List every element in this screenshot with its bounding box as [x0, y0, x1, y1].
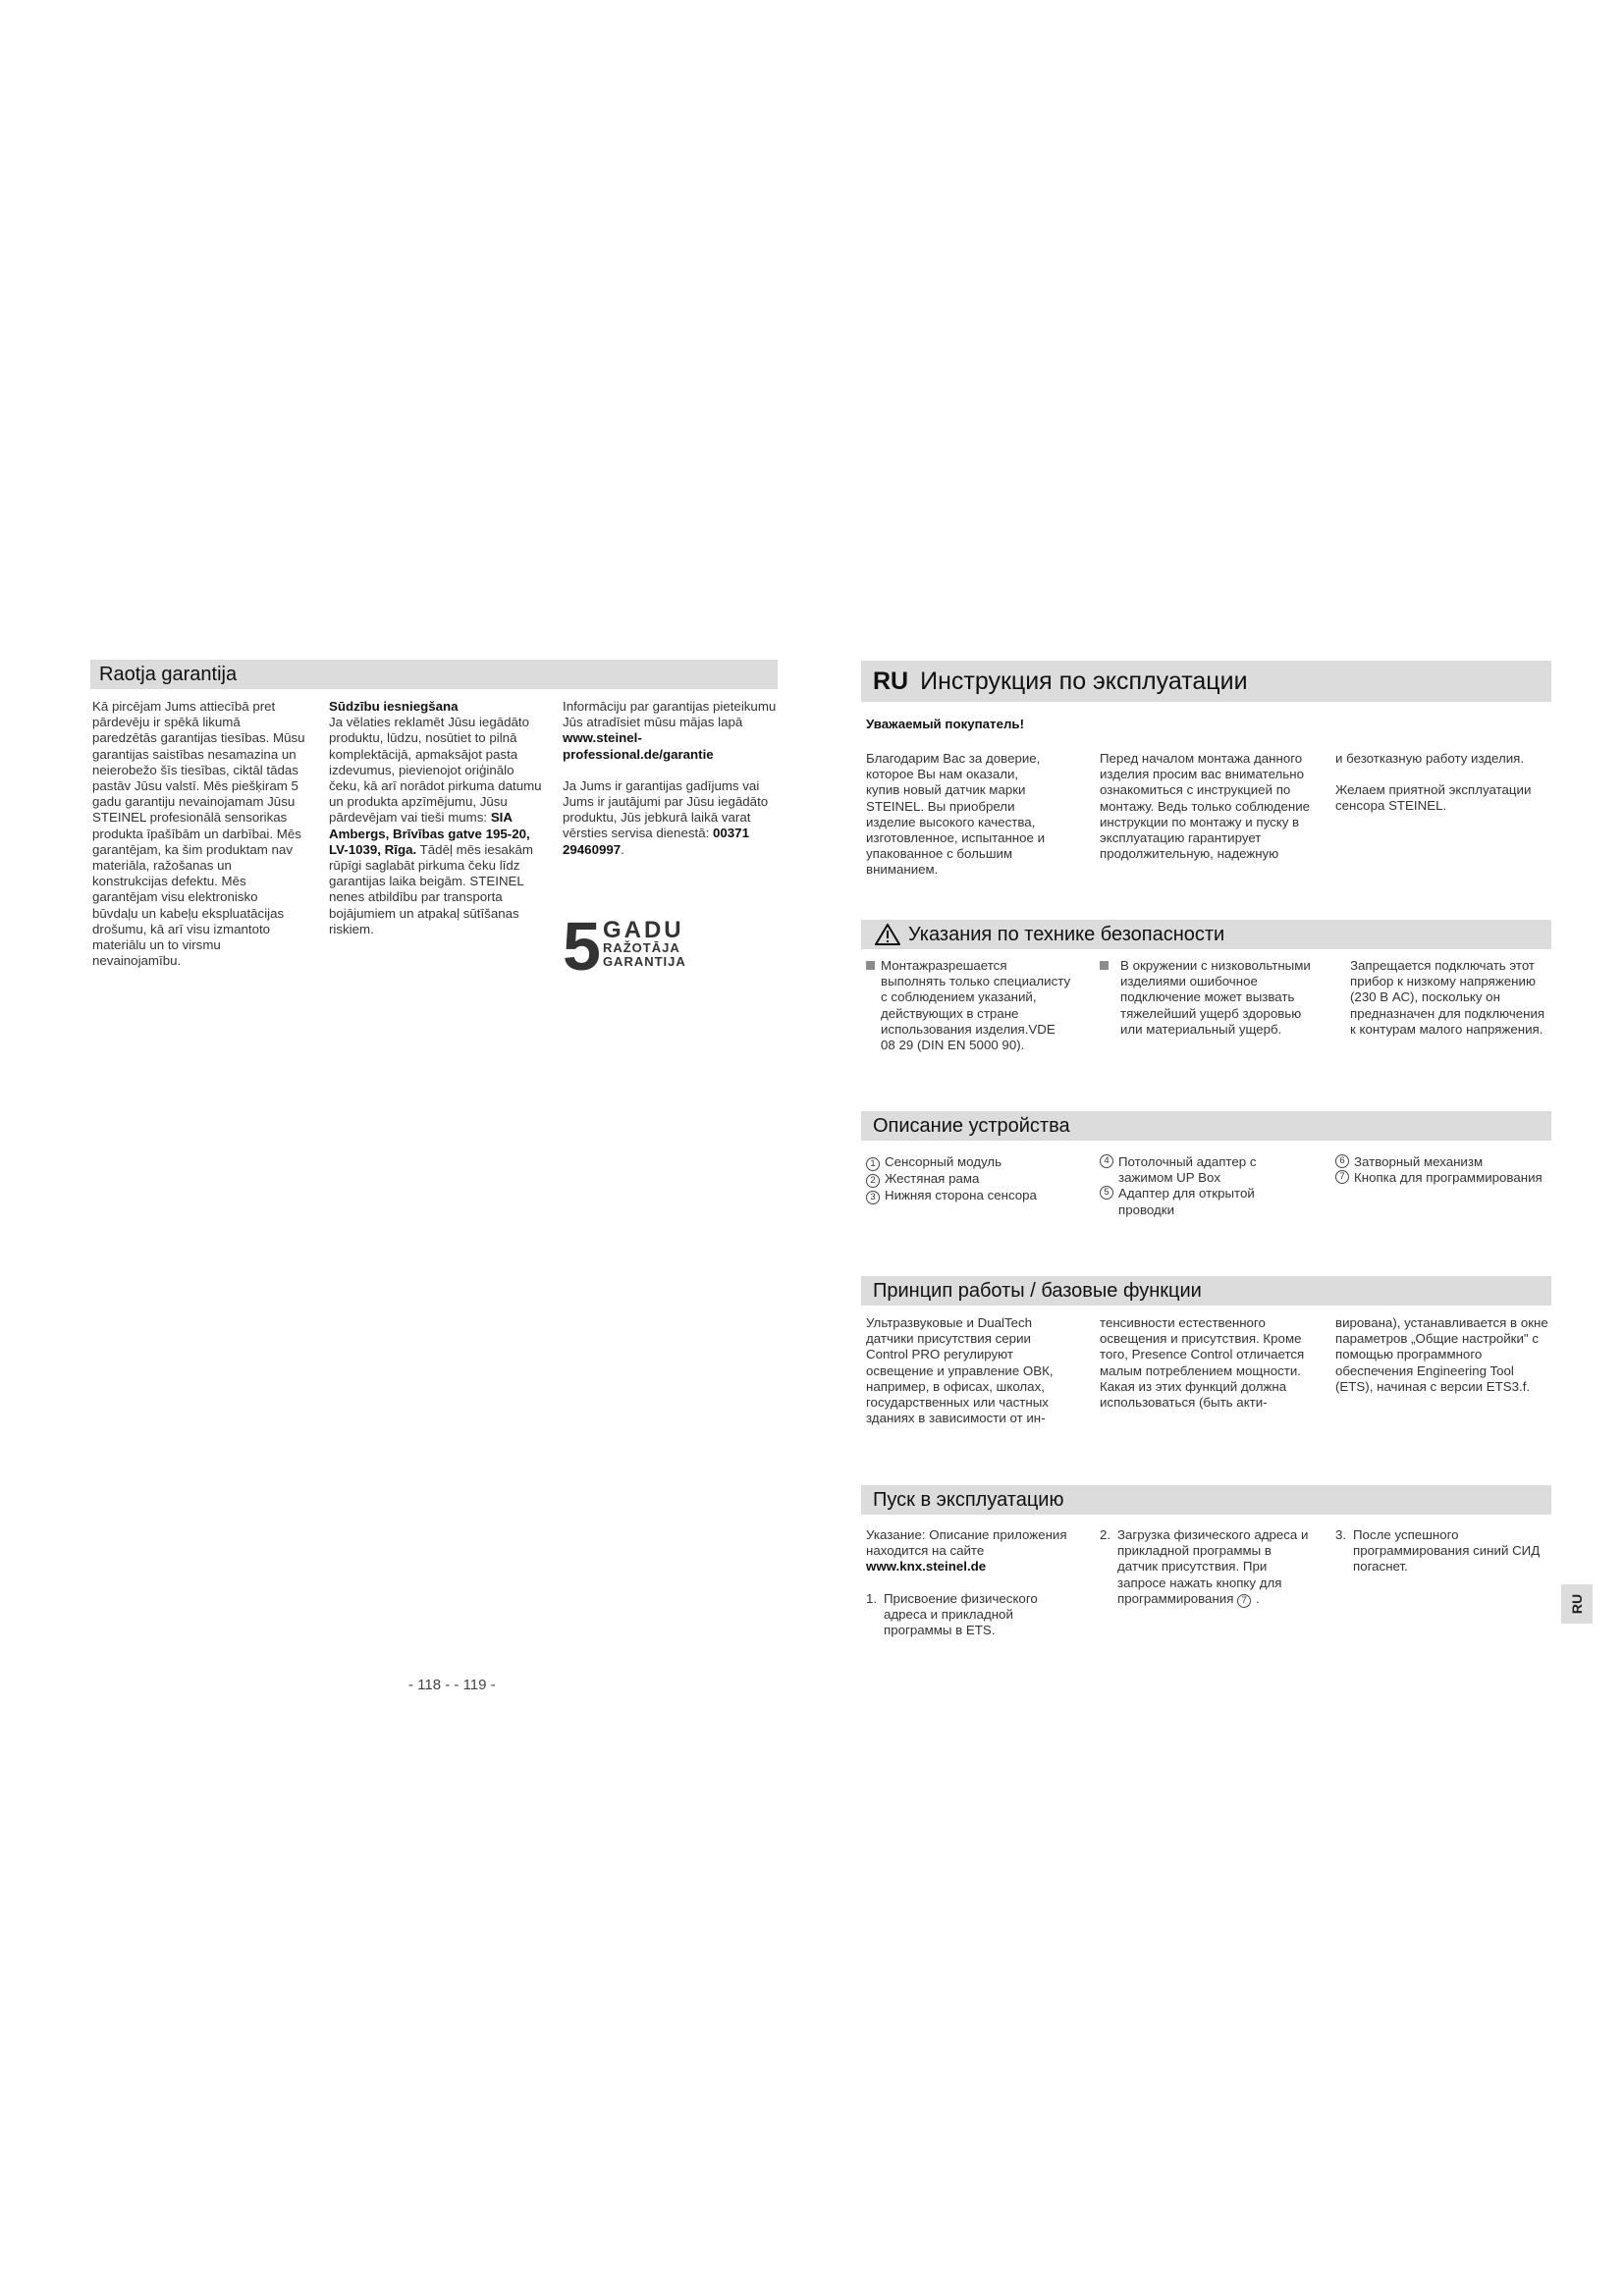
safety-col-1: [866, 958, 1072, 1053]
safety-header: [861, 920, 1551, 949]
principle-header: [861, 1276, 1551, 1306]
commissioning-header: [861, 1485, 1551, 1515]
warranty-text: Kā pircējam Jums attiecībā pret pārdevēju ir spēkā likumā paredzētās garantijas tiesības. Mūsu garantijas saistības nesamazina un neierobežo šīs tiesības, ciktāl tādas pastāv Jūsu valstī. Mēs piešķiram 5 gadu garantiju nevainojamam Jūsu STEINEL profesionālā sensorikas produkta īpašībām un darbībai. Mēs garantējam, ka šim produktam nav materiāla, ražošanas un konstrukcijas defektu. Mēs garantējam visu elektronisko būvdaļu un kabeļu ekspluatācijas drošumu, kā arī visu izmantoto materiālu un to virsmu nevainojamību.: [92, 699, 305, 969]
warranty-header: Raotja garantija: [90, 660, 778, 689]
logo-line-3: GARANTIJA: [602, 954, 686, 969]
principle-col-3: вирована), устанавливается в окне параметров „Общие настройки" с помощью программного обеспечения Engineering Tool (ETS), начиная с версии ETS3.f.: [1335, 1315, 1548, 1394]
intro-col-3: [1335, 751, 1551, 815]
description-item: 3 Нижняя сторона сенсора: [866, 1188, 1087, 1204]
description-item: 7 Кнопка для программирования: [1335, 1170, 1551, 1186]
safety-item: Монтажразрешается выполнять только специалисту с соблюдением указаний, действующих в стране использования изделия.VDE 08 29 (DIN EN 5000 90).: [866, 958, 1072, 1053]
principle-title: Принцип работы / базовые функции: [873, 1279, 1202, 1302]
safety-col-3: [1350, 958, 1546, 1038]
description-title: Описание устройства: [873, 1114, 1070, 1137]
warranty-info-text: Informāciju par garantijas pieteikumu Jūs atradīsiet mūsu mājas lapā: [563, 699, 777, 730]
description-col-1: [866, 1154, 1087, 1204]
complaints-address: SIA Ambergs, Brīvības gatve 195-20, LV-1039, Rīga.: [329, 810, 530, 857]
language-side-tab: RU: [1561, 1584, 1593, 1624]
description-item: 1 Сенсорный модуль: [866, 1154, 1087, 1171]
description-item: 2 Жестяная рама: [866, 1171, 1087, 1188]
commissioning-title: Пуск в эксплуатацию: [873, 1488, 1064, 1511]
page-numbers: - 118 - - 119 -: [408, 1677, 496, 1693]
warranty-col-1: [92, 699, 306, 969]
intro-text-3: и безотказную работу изделия.: [1335, 751, 1525, 766]
intro-text-1: Благодарим Вас за доверие, которое Вы нам оказали, купив новый датчик марки STEINEL. Вы приобрели изделие высокого качества, изготовленное, испытанное и упакованное с большим вниманием.: [866, 751, 1046, 878]
safety-item: В окружении с низковольтными изделиями ошибочное подключение может вызвать тяжелейший ущерб здоровью или материальный ущерб.: [1100, 958, 1311, 1038]
ref-7-icon: 7: [1237, 1594, 1251, 1608]
logo-digit: 5: [563, 908, 599, 985]
description-item: 5 Адаптер для открытой проводки: [1100, 1186, 1311, 1217]
warranty-service-text: Ja Jums ir garantijas gadījums vai Jums ir jautājumi par Jūsu iegādāto produktu, Jūs jebkurā laikā varat vērsties servisa dienestā:: [563, 777, 769, 841]
intro-col-1: [866, 751, 1055, 879]
commissioning-col-3: [1335, 1527, 1542, 1575]
intro-col-2: [1100, 751, 1311, 862]
step-3: 3. После успешного программирования синий СИД погаснет.: [1335, 1527, 1541, 1575]
warranty-col-3: Informāciju par garantijas pieteikumu Jūs atradīsiet mūsu mājas lapā www.steinel-professional.de/garantie Ja Jums ir garantijas gadījums vai Jums ir jautājumi par Jūsu iegādāto produktu, Jūs jebkurā laikā varat vērsties servisa dienestā: 00371 29460997.: [563, 699, 777, 857]
bullet-square-icon: [866, 961, 875, 970]
safety-title: Указания по технике безопасности: [908, 923, 1225, 945]
complaints-text: Ja vēlaties reklamēt Jūsu iegādāto produktu, lūdzu, nosūtiet to pilnā komplektācijā, apmaksājot pasta izdevumus, pievienojot oriģinālo čeku, kā arī norādot pirkuma datumu un produkta apzīmējumu, Jūsu pārdevējam vai tieši mums:: [329, 715, 542, 826]
description-item: 4 Потолочный адаптер с зажимом UP Box: [1100, 1154, 1311, 1186]
manual-title-bar: [861, 661, 1551, 702]
greeting: Уважаемый покупатель!: [866, 717, 1025, 731]
manual-title: Инструкция по эксплуатации: [920, 667, 1248, 695]
complaints-title: Sūdzību iesniegšana: [329, 699, 459, 714]
step-1: 1. Присвоение физического адреса и прикладной программы в ETS.: [866, 1590, 1038, 1638]
language-code: RU: [873, 667, 909, 695]
complaints-text-2: Tādēļ mēs iesakām rūpīgi saglabāt pirkuma čeku līdz garantijas laika beigām. STEINEL nenes atbildību par transporta bojājumiem un atpakaļ sūtīšanas riskiem.: [329, 841, 533, 936]
safety-col-2: [1100, 958, 1311, 1038]
intro-text-2: Перед началом монтажа данного изделия просим вас внимательно ознакомиться с инструкцией по монтажу. Ведь только соблюдение инструкции по монтажу и пуску в эксплуатацию гарантирует продолжительную, надежную: [1100, 751, 1311, 862]
logo-line-2: RAŽOTĀJA: [602, 940, 680, 955]
description-item: 6 Затворный механизм: [1335, 1154, 1551, 1170]
warranty-col-2: [329, 699, 547, 937]
safety-item: Запрещается подключать этот прибор к низкому напряжению (230 В АС), поскольку он предназначен для подключения к контурам малого напряжения.: [1350, 958, 1545, 1037]
intro-text-4: Желаем приятной эксплуатации сенсора STEINEL.: [1335, 782, 1532, 814]
service-phone: 00371 29460997: [563, 826, 749, 857]
principle-col-1: Ультразвуковые и DualTech датчики присутствия серии Control PRO регулируют освещение и управление ОВК, например, в офисах, школах, государственных или частных зданиях в зависимости от ин-: [866, 1315, 1054, 1426]
step-2: 2. Загрузка физического адреса и прикладной программы в датчик присутствия. При запросе нажать кнопку для программирования 7 .: [1100, 1527, 1309, 1606]
warranty-logo: [563, 908, 686, 985]
logo-line-1: GADU: [602, 917, 684, 943]
commissioning-col-2: [1100, 1527, 1311, 1608]
principle-col-2: тенсивности естественного освещения и присутствия. Кроме того, Presence Control отличается малым потреблением мощности. Какая из этих функций должна использоваться (быть акти-: [1100, 1315, 1305, 1411]
bullet-square-icon: [1100, 961, 1109, 970]
knx-link[interactable]: www.knx.steinel.de: [866, 1559, 987, 1575]
commissioning-col-1: [866, 1527, 1067, 1638]
commissioning-note: Указание: Описание приложения находится на сайте: [866, 1527, 1067, 1559]
warranty-link[interactable]: www.steinel-professional.de/garantie: [563, 730, 714, 762]
description-col-2: [1100, 1154, 1311, 1218]
warning-icon: [875, 924, 900, 945]
description-header: [861, 1111, 1551, 1141]
description-col-3: [1335, 1154, 1551, 1186]
